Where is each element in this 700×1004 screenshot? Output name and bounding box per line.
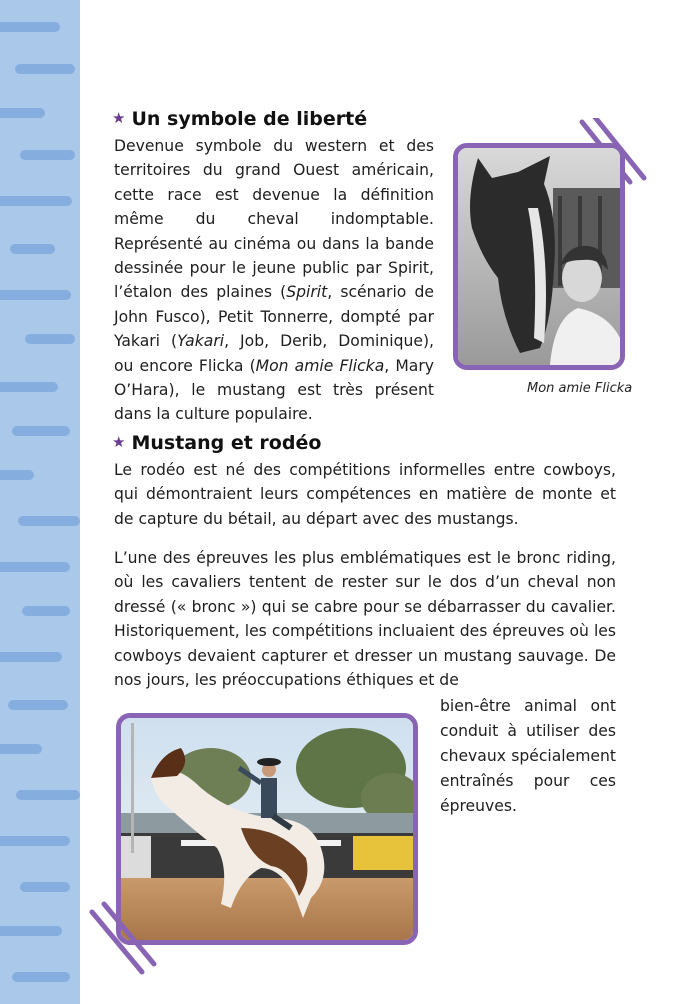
section2-paragraph-2: L’une des épreuves les plus emblématiques est le bronc riding, où les cavaliers tentent de rester sur le dos d’un cheval non dressé (« bronc ») qui se cabre pour se débarrasser du cavalier. Historiquement, les compétitions incluaient des épreuves où les cowboys devaient capturer et dresser un mustang sauvage. De nos jours, les préoccupations éthiques et de bbox=[114, 549, 616, 690]
text-run: , Job, Derib, Dominique), ou encore Flicka ( bbox=[114, 332, 434, 375]
italic-title: Mon amie Flicka bbox=[255, 356, 385, 375]
section-title: Un symbole de liberté bbox=[131, 108, 368, 130]
section-heading-rodeo bbox=[112, 432, 321, 454]
section2-paragraph-2-continued: bien-être animal ont conduit à utiliser des chevaux spécialement entraînés pour ces épreuves. bbox=[440, 697, 616, 815]
decorative-side-band bbox=[0, 0, 80, 1004]
section-heading-liberte bbox=[112, 108, 367, 130]
star-icon: ★ bbox=[112, 433, 126, 451]
star-icon: ★ bbox=[112, 109, 126, 127]
flicka-photo bbox=[453, 143, 625, 370]
section1-paragraph bbox=[114, 134, 434, 427]
rodeo-photo bbox=[116, 713, 418, 945]
section-title: Mustang et rodéo bbox=[131, 432, 322, 454]
italic-title: Yakari bbox=[177, 332, 225, 351]
text-run: , scénario de John Fusco), Petit Tonnerre, dompté par Yakari ( bbox=[114, 283, 434, 351]
section2-paragraph-1: Le rodéo est né des compétitions informelles entre cowboys, qui démontraient leurs compétences en matière de monte et de capture du bétail, au départ avec des mustangs. bbox=[114, 461, 616, 528]
text-run: , Mary O’Hara), le mustang est très présent dans la culture populaire. bbox=[114, 356, 434, 424]
text-run: Devenue symbole du western et des territoires du grand Ouest américain, cette race est devenue la définition même du cheval indomptable. Représenté au cinéma ou dans la bande dessinée pour le jeune public par Spirit, l’étalon des plaines ( bbox=[114, 137, 434, 302]
photo-caption: Mon amie Flicka bbox=[527, 381, 633, 396]
italic-title: Spirit bbox=[286, 283, 328, 302]
decorative-stripes bbox=[86, 900, 158, 976]
